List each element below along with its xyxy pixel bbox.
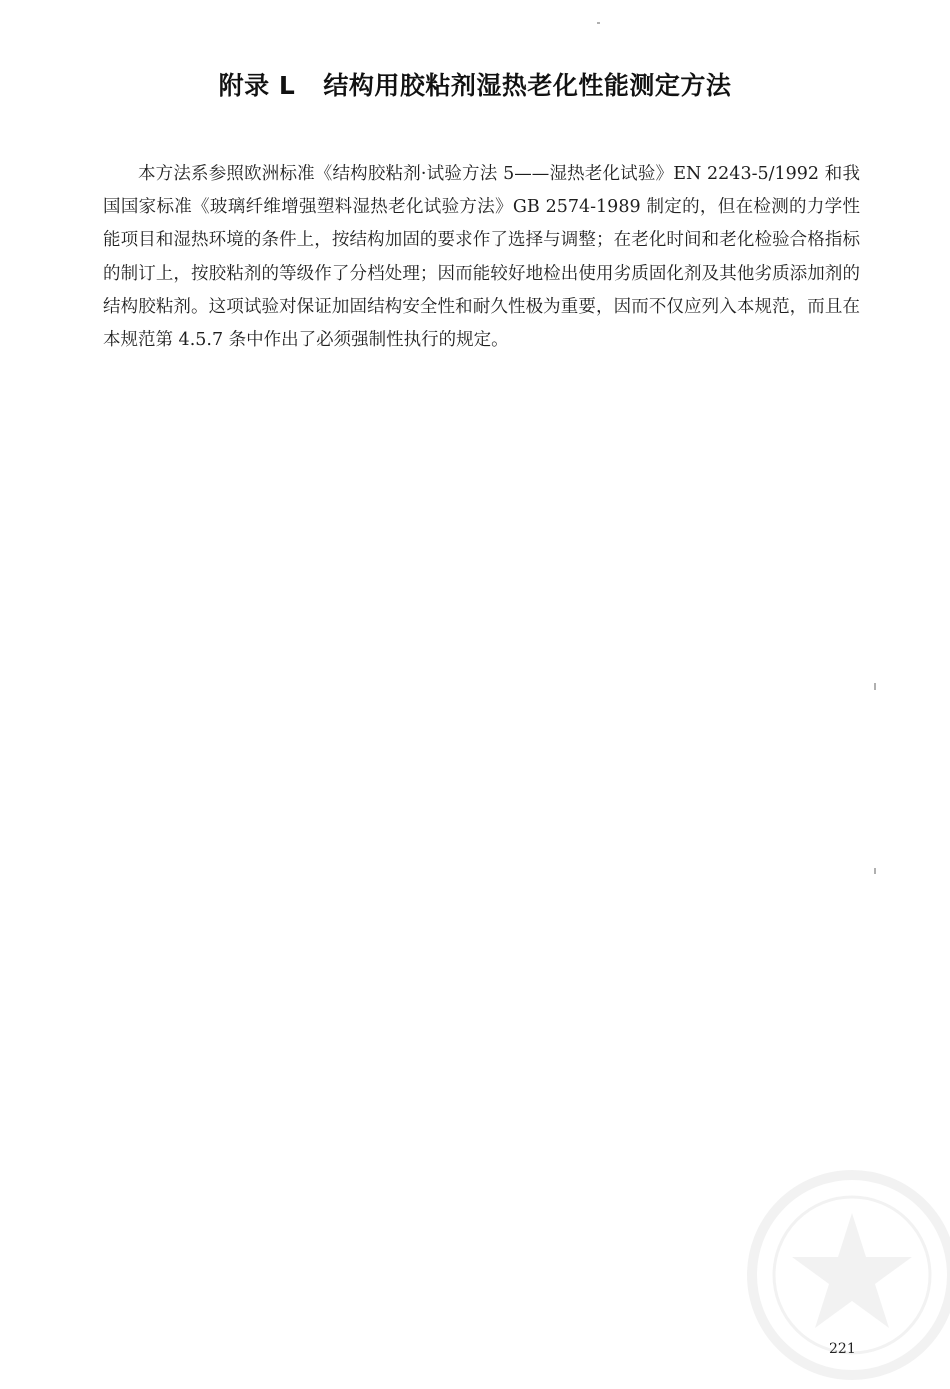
page-number: 221	[829, 1341, 856, 1357]
scan-mark	[874, 683, 876, 690]
page-title	[0, 66, 950, 102]
scan-mark	[597, 22, 600, 24]
scan-mark	[874, 868, 876, 874]
star-seal-icon	[742, 1165, 950, 1385]
appendix-title: 结构用胶粘剂湿热老化性能测定方法	[323, 71, 732, 100]
body-paragraph: 本方法系参照欧洲标准《结构胶粘剂·试验方法 5——湿热老化试验》EN 2243-5/1992 和我国国家标准《玻璃纤维增强塑料湿热老化试验方法》GB 2574-1989 制定的，但在检测的力学性能项目和湿热环境的条件上，按结构加固的要求作了选择与调整；在老化时间和老化检验合格指标的制订上，按胶粘剂的等级作了分档处理；因而能较好地检出使用劣质固化剂及其他劣质添加剂的结构胶粘剂。这项试验对保证加固结构安全性和耐久性极为重要，因而不仅应列入本规范，而且在本规范第 4.5.7 条中作出了必须强制性执行的规定。	[103, 164, 860, 351]
appendix-label: 附录 L	[218, 71, 296, 100]
